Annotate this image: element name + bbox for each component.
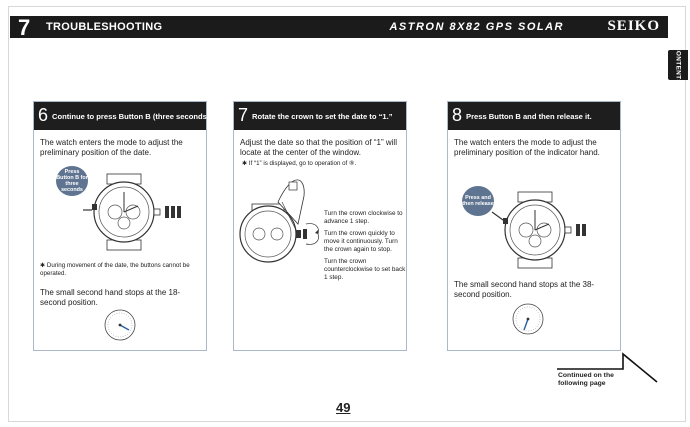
section-title: TROUBLESHOOTING — [46, 21, 163, 33]
arrow-to-button-b-step8 — [492, 212, 503, 220]
step-6-number: 6 — [38, 105, 49, 125]
step-8-number: 8 — [452, 105, 463, 125]
section-number: 7 — [18, 15, 31, 40]
step-8-title: Press Button B and then release it. — [466, 112, 592, 121]
model-name: ASTRON 8X82 GPS SOLAR — [389, 21, 564, 33]
watch-illustration-step6 — [89, 172, 189, 252]
continued-label: Continued on the following page — [558, 372, 614, 387]
step-7-intro: Adjust the date so that the position of “1” will locate at the center of the window. — [240, 138, 397, 157]
step-8-panel — [447, 101, 621, 351]
section-header — [10, 16, 668, 38]
step-6-title: Continue to press Button B (three seconds). — [52, 112, 212, 121]
step-7-number: 7 — [238, 105, 249, 125]
step-6-note: ✱ During movement of the date, the buttons cannot be operated. — [40, 262, 190, 277]
step-7-header — [234, 102, 406, 130]
step-6-result: The small second hand stops at the 18-second position. — [40, 288, 181, 307]
contents-tab[interactable] — [668, 45, 688, 85]
press-button-b-bubble-text: Press Button B for three seconds — [56, 169, 88, 193]
contents-tab-label: CONTENTS — [674, 45, 682, 85]
crown-instructions — [324, 210, 406, 286]
step-8-result: The small second hand stops at the 38-second position. — [454, 280, 595, 299]
step-6-intro: The watch enters the mode to adjust the preliminary position of the date. — [40, 138, 183, 157]
crown-note-clockwise: Turn the crown clockwise to advance 1 step. — [324, 210, 403, 225]
press-release-bubble-text: Press and then release — [462, 195, 494, 207]
step-8-intro: The watch enters the mode to adjust the preliminary position of the indicator hand. — [454, 138, 600, 157]
watch-crown-illustration — [238, 172, 328, 267]
page-number: 49 — [336, 400, 351, 415]
step-8-header — [448, 102, 620, 130]
step-6-panel — [33, 101, 212, 351]
crown-note-counterclockwise: Turn the crown counterclockwise to set back 1 step. — [324, 258, 406, 281]
press-release-bubble — [462, 186, 494, 216]
subdial-18-seconds — [102, 307, 138, 343]
step-7-panel — [233, 101, 407, 351]
brand-logo: SEIKO — [607, 18, 660, 34]
step-6-header — [34, 102, 212, 130]
step-7-title: Rotate the crown to set the date to “1.” — [252, 112, 393, 121]
watch-illustration-step8 — [500, 192, 600, 272]
crown-note-continuous: Turn the crown quickly to move it continuously. Turn the crown again to stop. — [324, 230, 398, 253]
subdial-38-seconds — [510, 301, 546, 337]
press-button-b-bubble — [56, 166, 88, 196]
step-7-note: ✱ If “1” is displayed, go to operation of ⑧. — [242, 160, 357, 167]
